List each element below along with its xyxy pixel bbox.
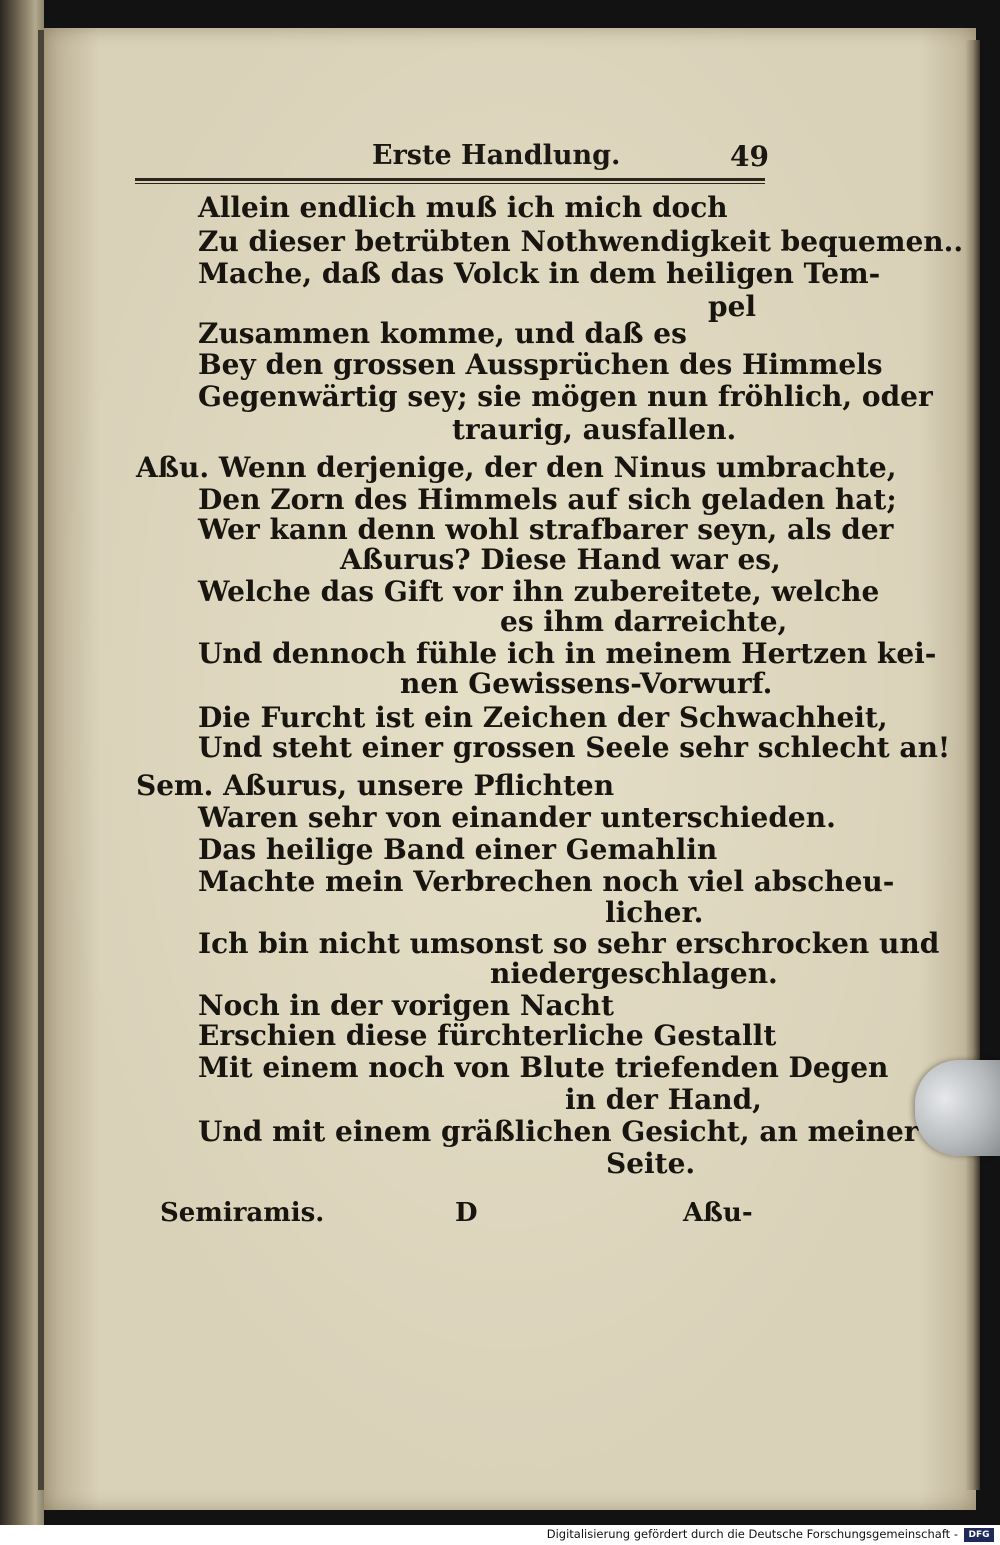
text-line: Mit einem noch von Blute triefenden Degen [198,1051,889,1084]
text-line: Mache, daß das Volck in dem heiligen Tem- [198,257,881,290]
text-line: Erschien diese fürchterliche Gestallt [198,1019,777,1052]
text-line: Und steht einer grossen Seele sehr schlecht an! [198,731,951,764]
text-line: Gegenwärtig sey; sie mögen nun fröhlich, oder [198,380,933,413]
catchword: Aßu- [683,1198,753,1228]
text-line: es ihm darreichte, [500,605,788,638]
running-title: Erste Handlung. [372,140,621,171]
text-line: Das heilige Band einer Gemahlin [198,833,718,866]
signature-mark: D [455,1198,478,1228]
speaker-line: Sem. Aßurus, unsere Pflichten [136,769,615,802]
text-line: Wer kann denn wohl strafbarer seyn, als der [198,513,894,546]
text-line: nen Gewissens-Vorwurf. [400,667,773,700]
text-line: Bey den grossen Aussprüchen des Himmels [198,348,883,381]
text-line: Waren sehr von einander unterschieden. [198,801,836,834]
signature-title: Semiramis. [160,1198,325,1228]
dfg-logo-icon: DFG [964,1528,994,1542]
text-line: Den Zorn des Himmels auf sich geladen hat; [198,483,897,516]
text-line: Ich bin nicht umsonst so sehr erschrocken und [198,927,940,960]
text-line: Seite. [606,1147,696,1180]
text-line: licher. [605,896,704,929]
text-line: in der Hand, [565,1083,762,1116]
header-rule-thin [135,183,765,184]
page-header [0,140,1000,180]
text-line: Welche das Gift vor ihn zubereitete, welche [198,575,880,608]
text-line: Zu dieser betrübten Nothwendigkeit bequemen.. [198,225,964,258]
page-number: 49 [730,140,769,173]
text-line: Noch in der vorigen Nacht [198,989,614,1022]
text-line: Und dennoch fühle ich in meinem Hertzen kei- [198,637,937,670]
page-clip [915,1060,1000,1156]
digitization-credit-bar [0,1525,1000,1545]
text-line: Zusammen komme, und daß es [198,317,687,350]
text-line: Und mit einem gräßlichen Gesicht, an meiner [198,1115,919,1148]
speaker-line: Aßu. Wenn derjenige, der den Ninus umbrachte, [136,451,897,484]
header-rule [135,178,765,181]
text-line: Allein endlich muß ich mich doch [198,191,728,224]
credit-text: Digitalisierung gefördert durch die Deutsche Forschungsgemeinschaft - [546,1527,958,1541]
text-line: pel [708,290,757,323]
text-line: Die Furcht ist ein Zeichen der Schwachheit, [198,701,888,734]
text-line: traurig, ausfallen. [452,413,737,446]
text-line: Aßurus? Diese Hand war es, [340,543,781,576]
text-line: niedergeschlagen. [490,957,778,990]
page-fore-edge [966,40,980,1490]
text-line: Machte mein Verbrechen noch viel abscheu- [198,865,895,898]
